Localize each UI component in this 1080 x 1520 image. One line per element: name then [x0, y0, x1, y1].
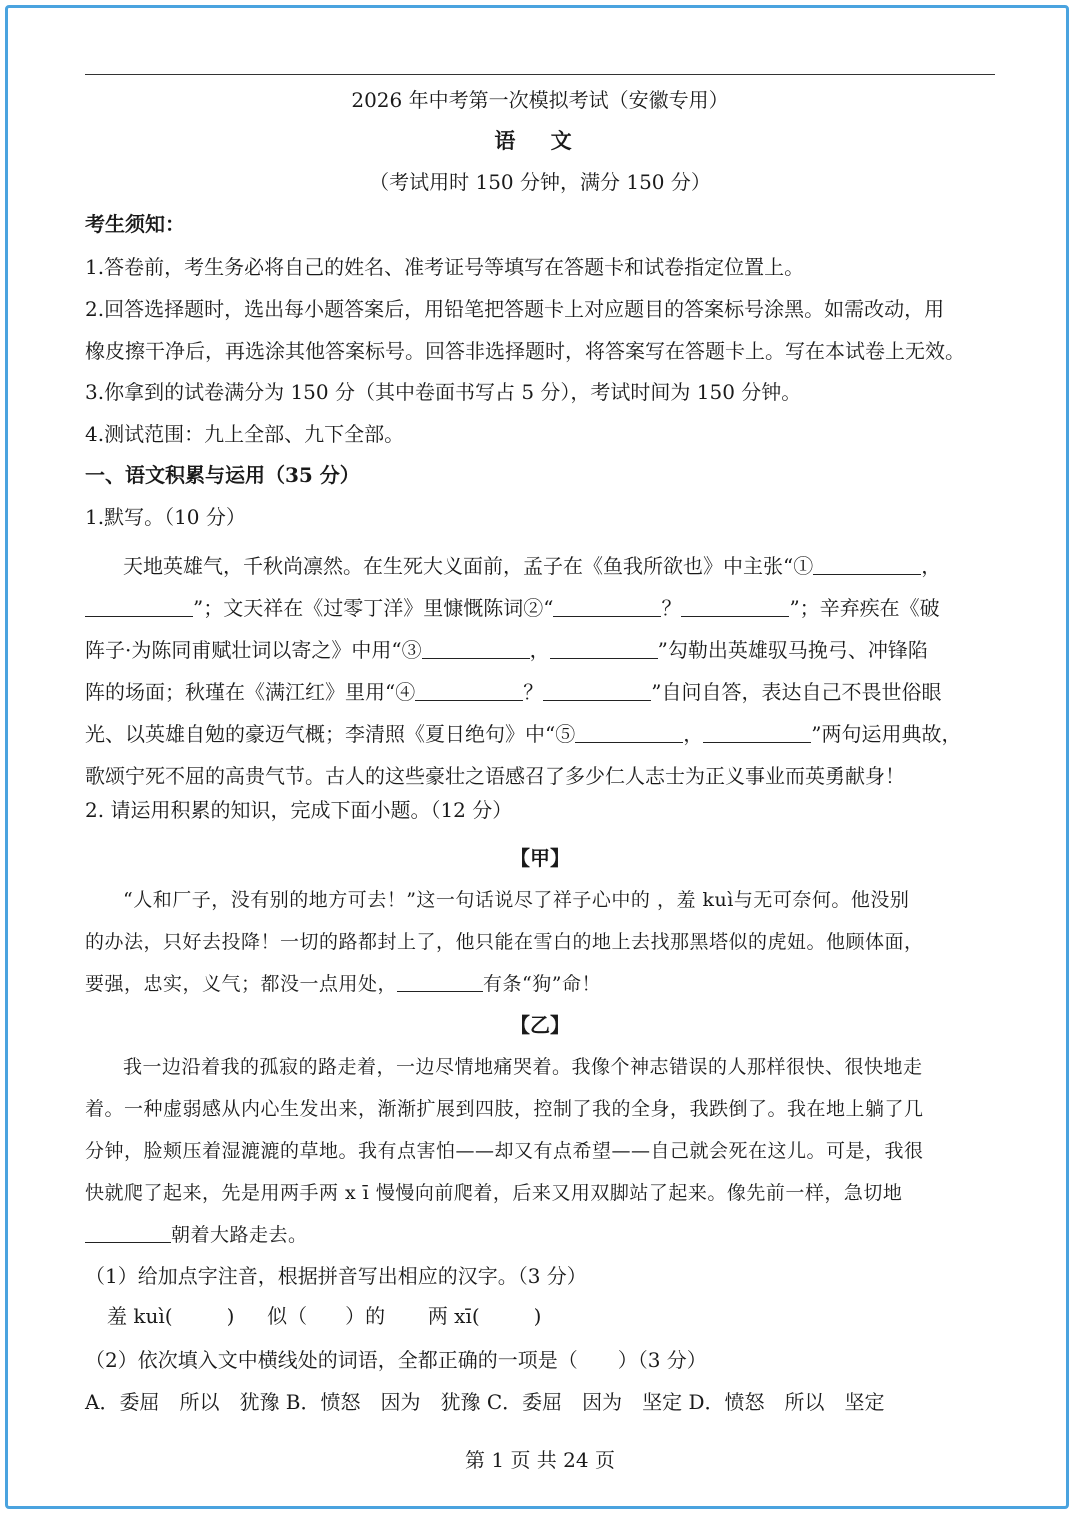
sub-question-2: （2）依次填入文中横线处的词语，全都正确的一项是（ ）（3 分） [85, 1348, 707, 1372]
answer-blank[interactable] [813, 554, 921, 575]
jia-line: 的办法，只好去投降！一切的路都封上了，他只能在雪白的地上去找那黑塔似的虎妞。他顾体面， [85, 931, 924, 953]
yi-line: 朝着大路走去。 [85, 1221, 995, 1249]
answer-options: A．委屈 所以 犹豫 B．愤怒 因为 犹豫 C．委屈 因为 坚定 D．愤怒 所以 坚定 [85, 1390, 885, 1414]
answer-blank[interactable] [553, 596, 661, 617]
notice-item: 1.答卷前，考生务必将自己的姓名、准考证号等填写在答题卡和试卷指定位置上。 [85, 255, 805, 279]
answer-blank[interactable] [397, 971, 483, 992]
q1-line: 阵的场面；秋瑾在《满江红》里用“④ ？ ”自问自答，表达自己不畏世俗眼 [85, 680, 942, 704]
yi-line: 我一边沿着我的孤寂的路走着，一边尽情地痛哭着。我像个神志错误的人那样很快、很快地走 [123, 1056, 923, 1078]
page-number: 第 1 页 共 24 页 [465, 1448, 615, 1472]
yi-line: 分钟，脸颊压着湿漉漉的草地。我有点害怕——却又有点希望——自己就会死在这儿。可是，我很 [85, 1140, 924, 1162]
answer-blank[interactable] [703, 722, 811, 743]
answer-blank[interactable] [575, 722, 683, 743]
passage-yi-label: 【乙】 [510, 1013, 570, 1037]
sub1-items: 羞 kuì( ) 似（ ）的 两 xī( ) [107, 1304, 542, 1328]
answer-blank[interactable] [85, 1222, 171, 1243]
q1-line: ”；文天祥在《过零丁洋》里慷慨陈词②“ ？ ”；辛弃疾在《破 [85, 594, 995, 622]
header-rule [85, 74, 995, 75]
notice-heading: 考生须知： [85, 212, 185, 236]
notice-item: 4.测试范围：九上全部、九下全部。 [85, 422, 405, 446]
notice-item: 3.你拿到的试卷满分为 150 分（其中卷面书写占 5 分），考试时间为 150 分钟。 [85, 380, 802, 404]
sub-question-1: （1）给加点字注音，根据拼音写出相应的汉字。（3 分） [85, 1264, 587, 1288]
question-1-title: 1.默写。（10 分） [85, 505, 246, 529]
yi-line: 快就爬了起来，先是用两手两 x ī 慢慢向前爬着，后来又用双脚站了起来。像先前一样，急切地 [85, 1182, 903, 1204]
answer-blank[interactable] [550, 638, 658, 659]
question-2-title: 2. 请运用积累的知识，完成下面小题。（12 分） [85, 798, 513, 822]
subject-title: 语 文 [494, 128, 586, 153]
answer-blank[interactable] [85, 596, 193, 617]
exam-title: 2026 年中考第一次模拟考试（安徽专用） [351, 88, 729, 112]
jia-line: 要强，忠实，义气；都没一点用处， 有条“狗”命！ [85, 973, 601, 995]
answer-blank[interactable] [681, 596, 789, 617]
jia-line: “人和厂子，没有别的地方可去！”这一句话说尽了祥子心中的 ，羞 kuì与无可奈何。他没别 [123, 889, 910, 911]
answer-blank[interactable] [543, 680, 651, 701]
q1-line: 阵子·为陈同甫赋壮词以寄之》中用“③ ， ”勾勒出英雄驭马挽弓、冲锋陷 [85, 638, 928, 662]
notice-item: 2.回答选择题时，选出每小题答案后，用铅笔把答题卡上对应题目的答案标号涂黑。如需改动，用 [85, 297, 945, 321]
q1-line: 天地英雄气，千秋尚凛然。在生死大义面前，孟子在《鱼我所欲也》中主张“① ， [123, 554, 942, 578]
answer-blank[interactable] [422, 638, 530, 659]
time-note: （考试用时 150 分钟，满分 150 分） [369, 170, 711, 194]
answer-blank[interactable] [415, 680, 523, 701]
q1-line: 歌颂宁死不屈的高贵气节。古人的这些豪壮之语感召了多少仁人志士为正义事业而英勇献身！ [85, 764, 905, 788]
section-heading: 一、语文积累与运用（35 分） [85, 463, 360, 487]
yi-line: 着。一种虚弱感从内心生发出来，渐渐扩展到四肢，控制了我的全身，我跌倒了。我在地上躺了几 [85, 1098, 924, 1120]
passage-jia-label: 【甲】 [510, 846, 570, 870]
q1-line: 光、以英雄自勉的豪迈气概；李清照《夏日绝句》中“⑤ ， ”两句运用典故， [85, 722, 962, 746]
notice-item: 橡皮擦干净后，再选涂其他答案标号。回答非选择题时，将答案写在答题卡上。写在本试卷上无效。 [85, 339, 965, 363]
